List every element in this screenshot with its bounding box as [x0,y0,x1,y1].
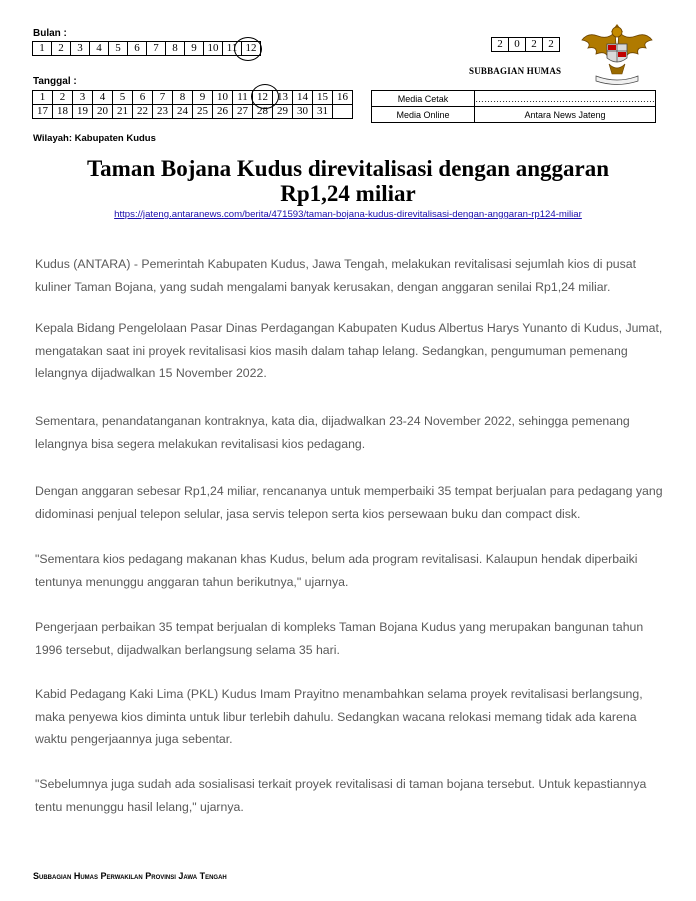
article-url-link[interactable]: https://jateng.antaranews.com/berita/471593/taman-bojana-kudus-direvitalisasi-dengan-anggaran-rp124-miliar [114,209,582,220]
date-cell: 26 [213,105,233,119]
paragraph: "Sementara kios pedagang makanan khas Kudus, belum ada program revitalisasi. Kalaupun hendak diperbaiki tentunya menunggu anggaran tahun berikutnya," ujarnya. [35,552,638,589]
date-cell: 12 [253,91,273,105]
date-cell: 15 [313,91,333,105]
month-cell: 2 [52,42,71,56]
date-cell: 6 [133,91,153,105]
date-cell: 16 [333,91,353,105]
article-title-line2: Rp1,24 miliar [280,181,416,206]
date-cell-empty [333,105,353,119]
month-cell: 9 [185,42,204,56]
date-cell: 29 [273,105,293,119]
year-digit: 2 [492,38,509,52]
tanggal-label: Tanggal : [33,76,77,87]
month-cell: 4 [90,42,109,56]
date-cell: 25 [193,105,213,119]
date-cell: 7 [153,91,173,105]
date-cell: 30 [293,105,313,119]
subbagian-humas-label: SUBBAGIAN HUMAS [469,66,562,76]
article-title-line1: Taman Bojana Kudus direvitalisasi dengan anggaran [86,156,610,181]
date-cell: 9 [193,91,213,105]
year-digit: 2 [526,38,543,52]
date-cell: 14 [293,91,313,105]
footer-org: Subbagian Humas Perwakilan Provinsi Jawa Tengah [33,871,227,881]
month-cell: 5 [109,42,128,56]
date-cell: 22 [133,105,153,119]
date-cell: 24 [173,105,193,119]
month-cell: 1 [33,42,52,56]
date-cell: 23 [153,105,173,119]
date-cell: 2 [53,91,73,105]
date-cell: 1 [33,91,53,105]
date-cell: 3 [73,91,93,105]
date-cell: 5 [113,91,133,105]
media-online-value: Antara News Jateng [475,107,656,123]
date-cell: 17 [33,105,53,119]
paragraph: Kabid Pedagang Kaki Lima (PKL) Kudus Imam Prayitno menambahkan selama proyek revitalisasi berlangsung, maka penyewa kios diminta untuk libur terlebih dahulu. Sedangkan wacana relokasi memang tidak ada karena waktu pengerjaannya juga sebentar. [35,687,643,746]
year-digit: 2 [543,38,560,52]
date-cell: 10 [213,91,233,105]
month-cell: 12 [242,42,261,56]
date-cell: 13 [273,91,293,105]
media-cetak-label: Media Cetak [372,91,475,107]
month-cell: 8 [166,42,185,56]
garuda-emblem-icon [578,18,656,88]
month-cell: 11 [223,42,242,56]
article-title [0,156,696,206]
date-cell: 21 [113,105,133,119]
date-cell: 28 [253,105,273,119]
bulan-label: Bulan : [33,28,67,39]
paragraph: "Sebelumnya juga sudah ada sosialisasi terkait proyek revitalisasi di taman bojana tersebut. Untuk kepastiannya tentu menunggu hasil lelang," ujarnya. [35,777,647,814]
paragraph: Kudus (ANTARA) - Pemerintah Kabupaten Kudus, Jawa Tengah, melakukan revitalisasi sejumlah kios di pusat kuliner Taman Bojana, yang sudah mengalami banyak kerusakan, dengan anggaran senilai Rp1,24 miliar. [35,257,637,294]
month-cell: 7 [147,42,166,56]
media-table [371,90,656,123]
month-grid [32,41,261,56]
month-cell: 10 [204,42,223,56]
date-cell: 20 [93,105,113,119]
wilayah-label: Wilayah: Kabupaten Kudus [33,133,156,144]
year-box [491,37,560,52]
paragraph: Dengan anggaran sebesar Rp1,24 miliar, rencananya untuk memperbaiki 35 tempat berjualan para pedagang yang didominasi penjual telepon selular, jasa servis telepon serta kios persewaan buku dan compact disk. [35,484,663,521]
month-cell: 6 [128,42,147,56]
date-cell: 27 [233,105,253,119]
paragraph: Kepala Bidang Pengelolaan Pasar Dinas Perdagangan Kabupaten Kudus Albertus Harys Yunanto di Kudus, Jumat, mengatakan saat ini proyek revitalisasi kios masih dalam tahap lelang. Sedangkan, pengumuman pemenang lelangnya dijadwalkan 15 November 2022. [35,321,663,380]
paragraph: Sementara, penandatanganan kontraknya, kata dia, dijadwalkan 23-24 November 2022, sehingga pemenang lelangnya bisa segera melakukan revitalisasi kios pedagang. [35,414,630,451]
date-cell: 18 [53,105,73,119]
date-cell: 19 [73,105,93,119]
date-cell: 8 [173,91,193,105]
month-cell: 3 [71,42,90,56]
media-online-label: Media Online [372,107,475,123]
date-cell: 31 [313,105,333,119]
paragraph: Pengerjaan perbaikan 35 tempat berjualan di kompleks Taman Bojana Kudus yang merupakan bangunan tahun 1996 tersebut, dijadwalkan berlangsung selama 35 hari. [35,620,644,657]
date-cell: 11 [233,91,253,105]
year-digit: 0 [509,38,526,52]
date-cell: 4 [93,91,113,105]
media-cetak-value: …………………………………………………… [475,91,656,107]
date-grid [32,90,353,119]
